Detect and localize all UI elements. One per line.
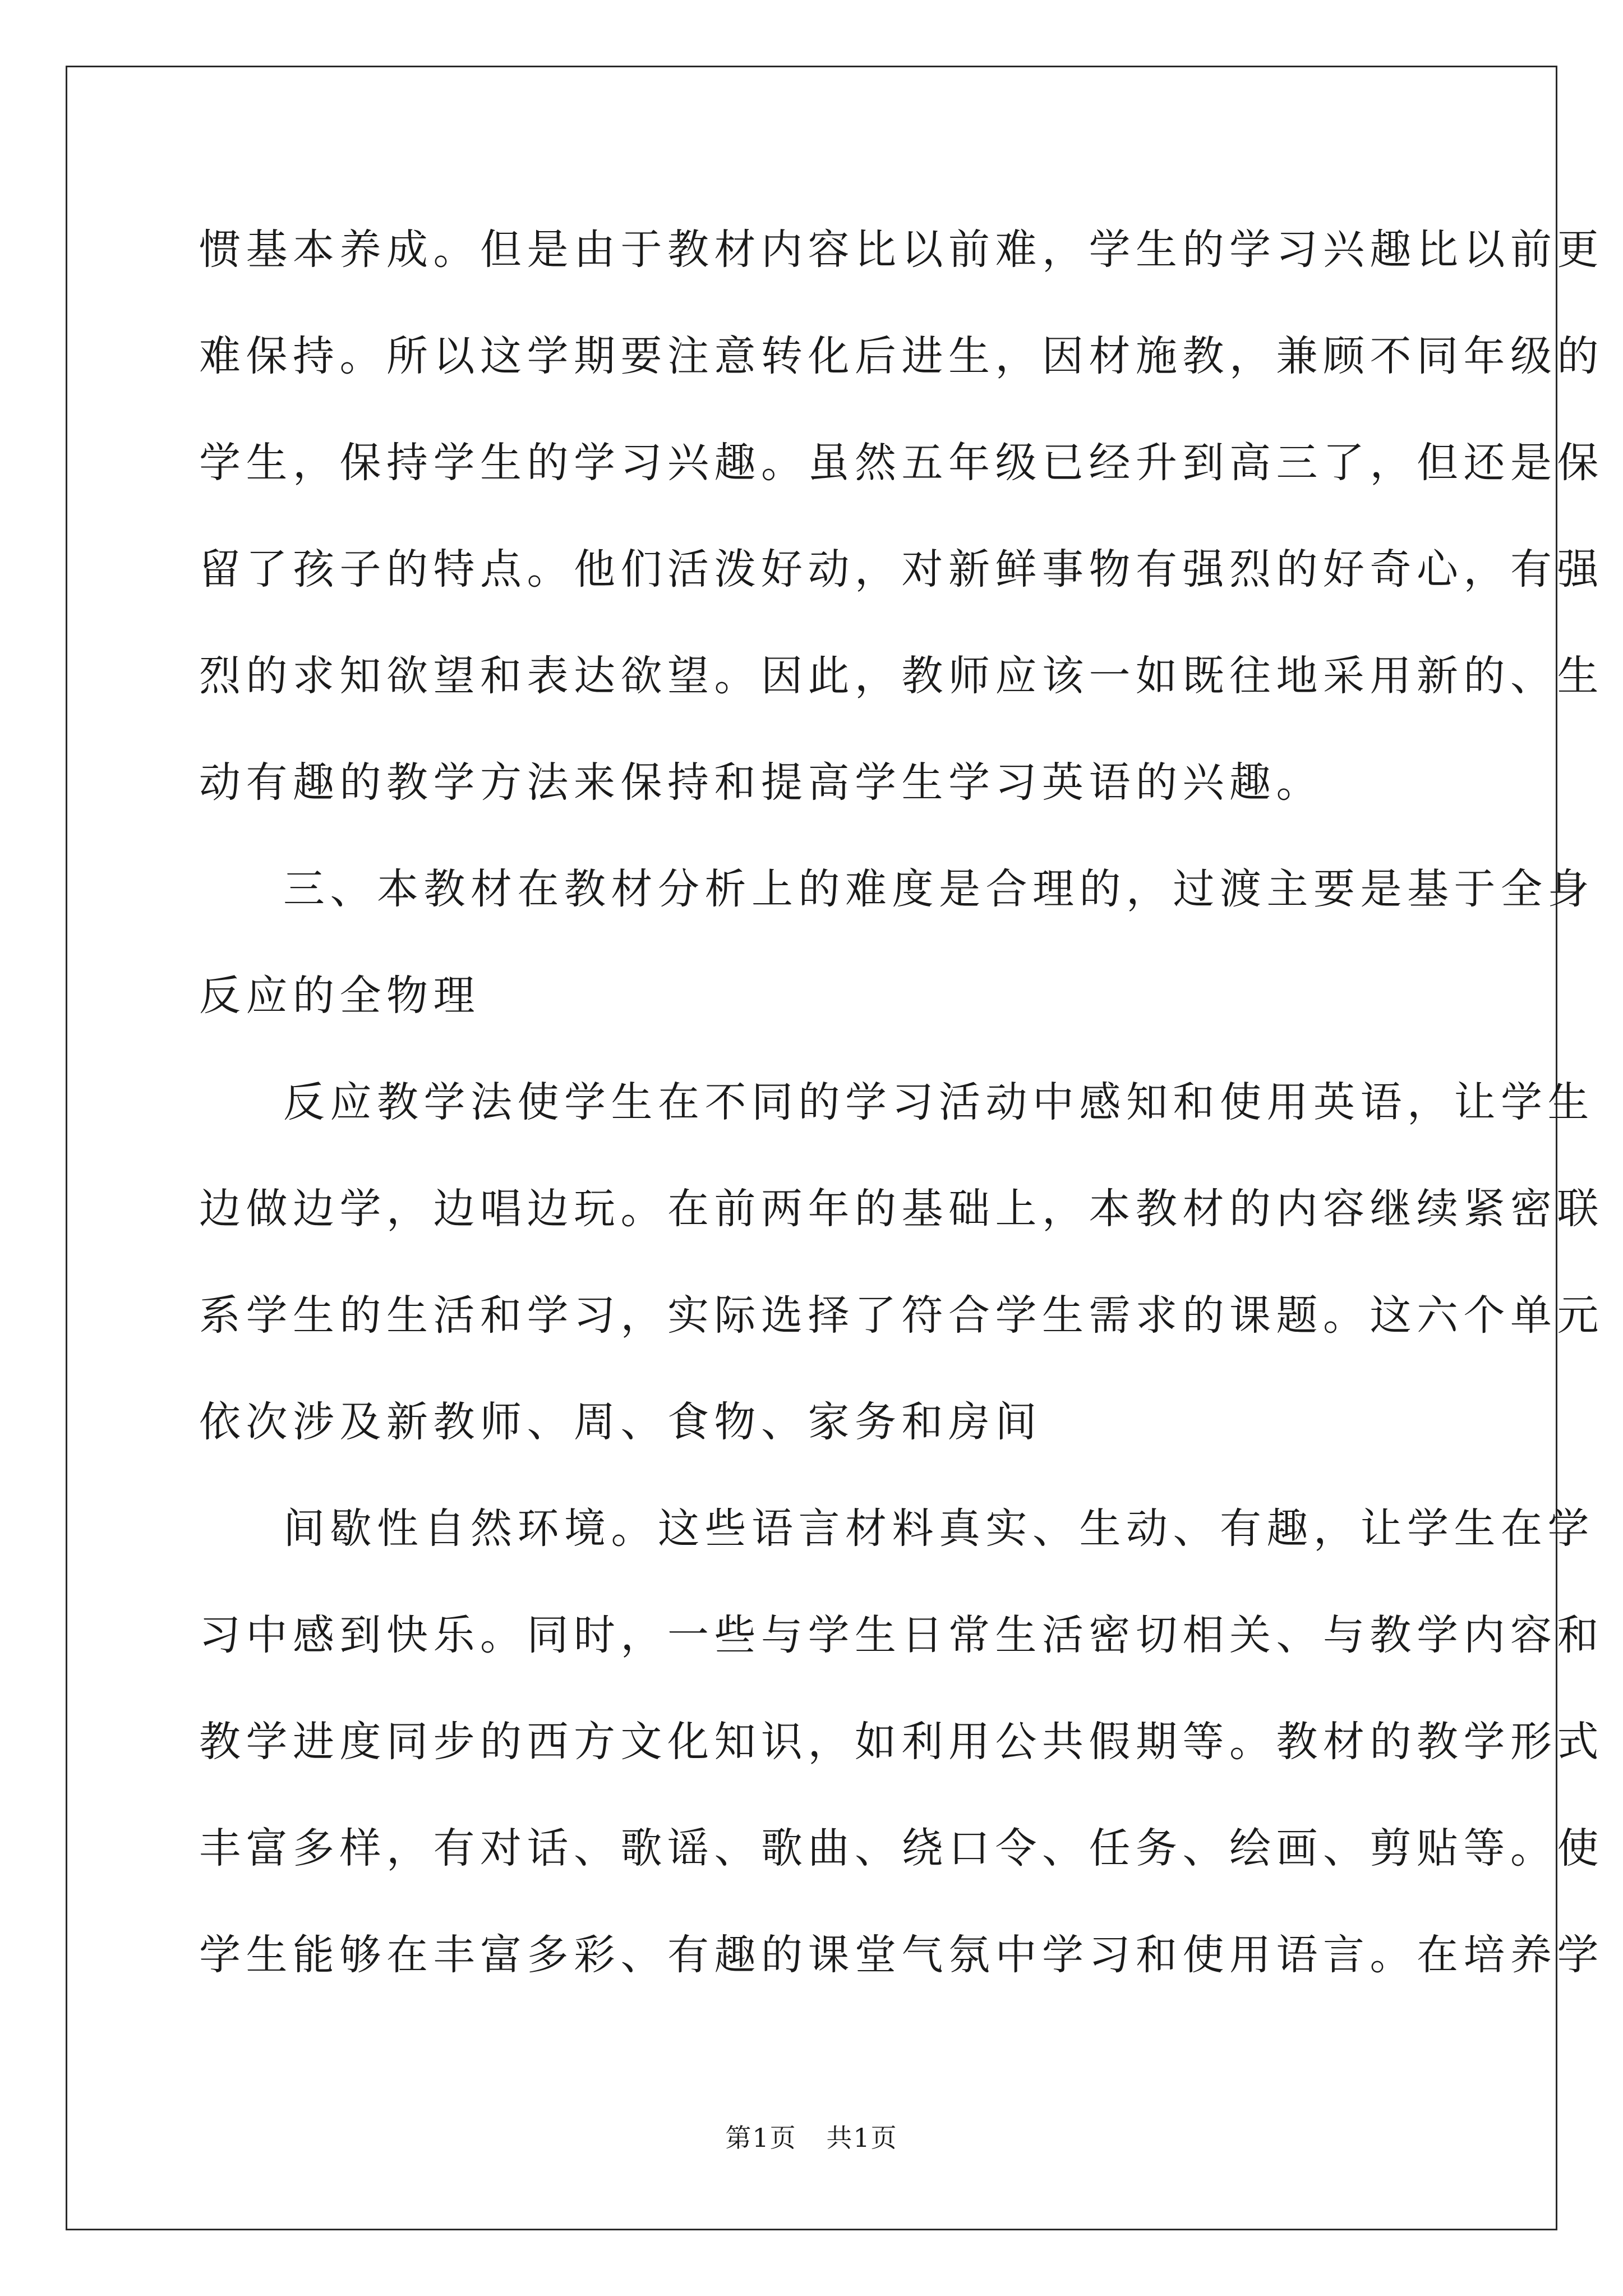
page-footer <box>0 2118 1623 2155</box>
text-line: 学生能够在丰富多彩、有趣的课堂气氛中学习和使用语言。在培养学 <box>199 1931 1604 1979</box>
text-line: 系学生的生活和学习，实际选择了符合学生需求的课题。这六个单元 <box>199 1291 1604 1340</box>
text-line: 依次涉及新教师、周、食物、家务和房间 <box>199 1398 1042 1446</box>
text-line: 习中感到快乐。同时，一些与学生日常生活密切相关、与教学内容和 <box>199 1611 1604 1659</box>
text-line: 教学进度同步的西方文化知识，如利用公共假期等。教材的教学形式 <box>199 1718 1604 1766</box>
page-number: 第1页 <box>725 2123 797 2153</box>
text-line: 三、本教材在教材分析上的难度是合理的，过渡主要是基于全身 <box>283 865 1594 913</box>
text-line: 动有趣的教学方法来保持和提高学生学习英语的兴趣。 <box>199 758 1323 807</box>
text-line: 惯基本养成。但是由于教材内容比以前难，学生的学习兴趣比以前更 <box>199 226 1604 274</box>
text-line: 烈的求知欲望和表达欲望。因此，教师应该一如既往地采用新的、生 <box>199 652 1604 700</box>
page-total: 共1页 <box>826 2123 898 2153</box>
text-line: 难保持。所以这学期要注意转化后进生，因材施教，兼顾不同年级的 <box>199 332 1604 380</box>
text-line: 反应教学法使学生在不同的学习活动中感知和使用英语，让学生 <box>283 1078 1594 1126</box>
text-line: 留了孩子的特点。他们活泼好动，对新鲜事物有强烈的好奇心，有强 <box>199 545 1604 593</box>
text-line: 反应的全物理 <box>199 972 480 1020</box>
text-line: 边做边学，边唱边玩。在前两年的基础上，本教材的内容继续紧密联 <box>199 1185 1604 1233</box>
text-line: 学生，保持学生的学习兴趣。虽然五年级已经升到高三了，但还是保 <box>199 439 1604 487</box>
document-body <box>199 208 1604 2019</box>
text-line: 丰富多样，有对话、歌谣、歌曲、绕口令、任务、绘画、剪贴等。使 <box>199 1824 1604 1872</box>
text-line: 间歇性自然环境。这些语言材料真实、生动、有趣，让学生在学 <box>283 1504 1594 1553</box>
